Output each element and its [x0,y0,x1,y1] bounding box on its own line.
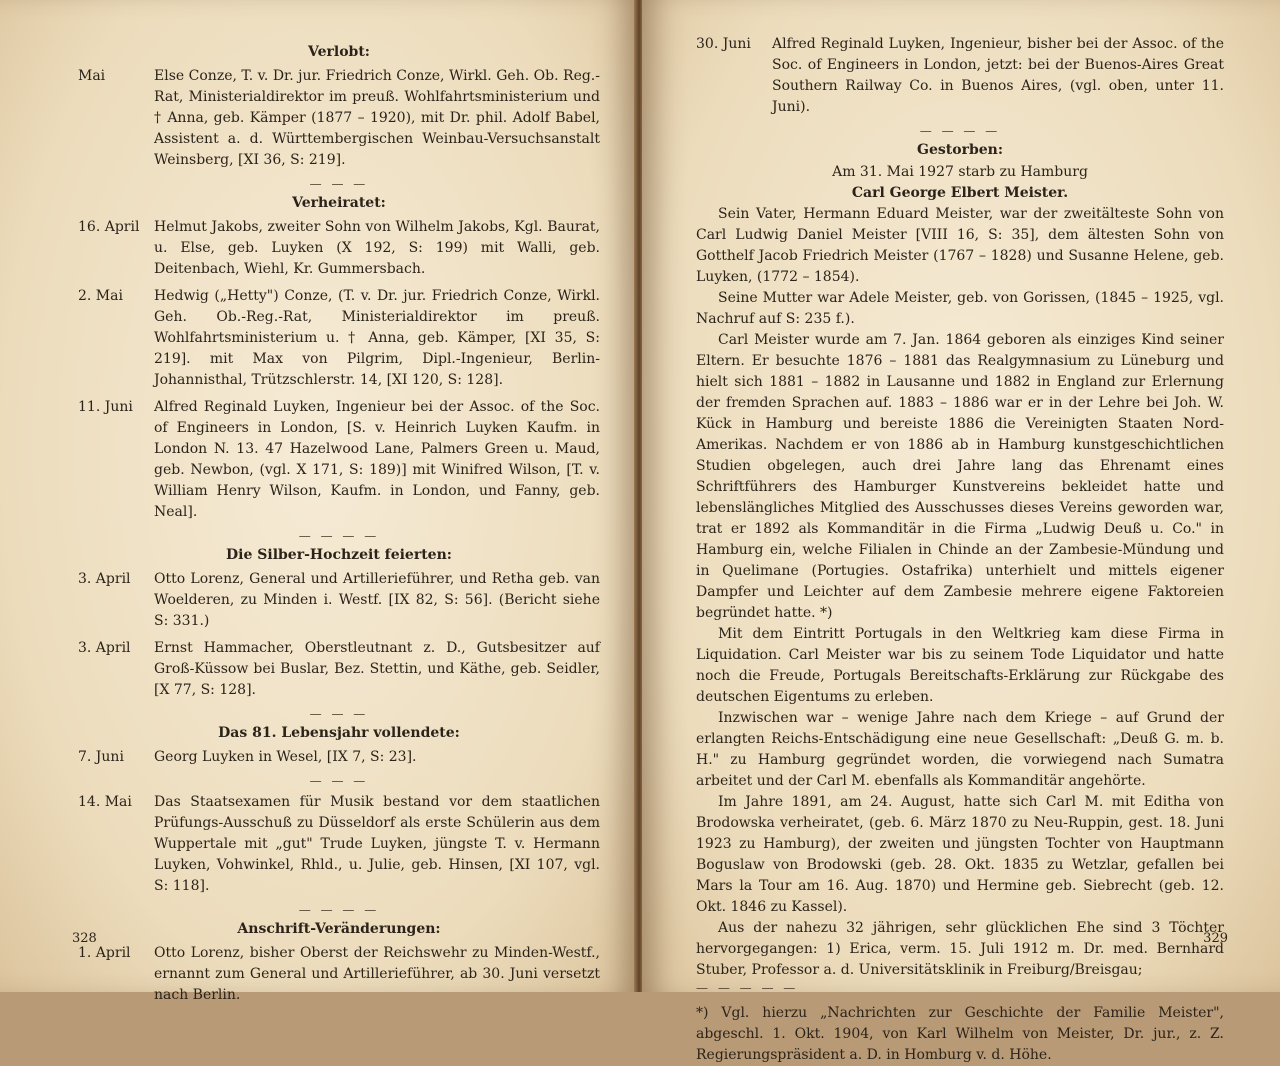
entry-married-1 [78,217,600,280]
footnote: *) Vgl. hierzu „Nachrichten zur Geschichte der Familie Meister", abgeschl. 1. Okt. 1904, von Karl Wilhelm von Meister, Dr. jur., z. Z. Regierungspräsident a. D. in Homburg v. d. Höhe. [696,1005,1224,1063]
entry-date: 3. April [78,640,131,656]
entry-engaged [78,66,600,171]
right-page [642,0,1280,1063]
entry-date: 2. Mai [78,288,123,304]
footnote-rule: — — — — — [696,981,799,995]
entry-date: 3. April [78,571,131,587]
obituary-paragraph: Mit dem Eintritt Portugals in den Weltkrieg kam diese Firma in Liquidation. Carl Meister war bis zu seinem Tode Liquidator und hatte noch die Freude, Portugals Bereitschafts-Erklärung zur Rückgabe des deutschen Eigentums zu erleben. [696,626,1224,705]
entry-text: Else Conze, T. v. Dr. jur. Friedrich Conze, Wirkl. Geh. Ob. Reg.-Rat, Ministerialdirektor im preuß. Wohlfahrtsministerium und † Anna, geb. Kämper (1877 – 1920), mit Dr. phil. Adolf Babel, Assistent a. d. Württembergischen Weinbau-Versuchsanstalt Weinsberg, [XI 36, S: 219]. [154,68,600,168]
entry-text: Hedwig („Hetty") Conze, (T. v. Dr. jur. Friedrich Conze, Wirkl. Geh. Ob.-Reg.-Rat, Ministerialdirektor im preuß. Wohlfahrtsministerium u. † Anna, geb. Kämper, [XI 35, S: 219]. mit Max von Pilgrim, Dipl.-Ingenieur, Berlin-Johannisthal, Trützschlerstr. 14, [XI 120, S: 128]. [154,288,600,388]
entry-text: Alfred Reginald Luyken, Ingenieur bei der Assoc. of the Soc. of Engineers in London, [S. v. Heinrich Luyken Kaufm. in London N. 13. 47 Hazelwood Lane, Palmers Green u. Maud, geb. Newbon, (vgl. X 171, S: 189)] mit Winifred Wilson, [T. v. William Henry Wilson, Kaufm. in London, und Fanny, geb. Neal]. [154,399,600,520]
heading-married: Verheiratet: [292,195,386,211]
entry-date: 7. Juni [78,749,124,765]
entry-birthday [78,747,600,768]
page-number: 328 [72,931,97,946]
death-notice-line: Am 31. Mai 1927 starb zu Hamburg [832,164,1088,180]
heading-died: Gestorben: [917,142,1003,158]
section-divider: — — — [309,707,369,721]
entry-silver-2 [78,638,600,701]
section-divider: — — — — [919,124,1001,138]
entry-text: Das Staatsexamen für Musik bestand vor dem staatlichen Prüfungs-Ausschuß zu Düsseldorf als erste Schülerin aus dem Wuppertale mit „gut" Trude Luyken, jüngste T. v. Hermann Luyken, Vohwinkel, Rhld., u. Julie, geb. Hinsen, [XI 107, vgl. S: 118]. [154,794,600,894]
obituary-paragraph: Inzwischen war – wenige Jahre nach dem Kriege – auf Grund der erlangten Reichs-Entschädigung eine neue Gesellschaft: „Deuß G. m. b. H." zu Hamburg gegründet worden, die vorwiegend nach Sumatra arbeitet und der Carl M. ebenfalls als Kommanditär angehörte. [696,710,1224,789]
entry-married-3 [78,397,600,523]
heading-birthday: Das 81. Lebensjahr vollendete: [218,725,460,741]
obituary-paragraph: Aus der nahezu 32 jährigen, sehr glücklichen Ehe sind 3 Töchter hervorgegangen: 1) Erica, verm. 15. Juli 1912 m. Dr. med. Bernhard Stuber, Professor a. d. Universitätsklinik in Freiburg/Breisgau; [696,920,1224,978]
entry-silver-1 [78,569,600,632]
heading-silver-wedding: Die Silber-Hochzeit feierten: [226,547,452,563]
entry-date: 14. Mai [78,794,132,810]
obituary-paragraph: Im Jahre 1891, am 24. August, hatte sich Carl M. mit Editha von Brodowska verheiratet, (geb. 6. März 1870 zu Neu-Ruppin, gest. 18. Juni 1923 zu Hamburg), der zweiten und jüngsten Tochter von Hauptmann Boguslaw von Brodowski (geb. 28. Okt. 1835 zu Wetzlar, gefallen bei Mars la Tour am 16. Aug. 1870) und Hermine geb. Siebrecht (geb. 12. Okt. 1846 zu Kassel). [696,794,1224,915]
entry-address [78,943,600,1006]
heading-engaged: Verlobt: [308,44,370,60]
obituary-paragraph: Carl Meister wurde am 7. Jan. 1864 geboren als einziges Kind seiner Eltern. Er besuchte 1876 – 1881 das Realgymnasium zu Lüneburg und hielt sich 1881 – 1882 in Lausanne und 1882 in England zur Erlernung der fremden Sprachen auf. 1883 – 1886 war er in der Lehre bei Joh. W. Kück in Hamburg und bereiste 1886 die Vereinigten Staaten Nord-Amerikas. Nachdem er von 1886 ab in Hamburg kunstgeschichtlichen Studien obgelegen, auch drei Jahre lang das Ehrenamt eines Schriftführers des Hamburger Kunstvereins bekleidet hatte und lebenslängliches Mitglied des Ausschusses dieses Vereins geworden war, trat er 1892 als Kommanditär in die Firma „Ludwig Deuß u. Co." in Hamburg ein, welche Filialen in Chinde an der Zambesie-Mündung und in Quelimane (Portugies. Ostafrika) unterhielt und mittels eigener Dampfer und Leichter auf dem Zambesie mehrere eigene Faktoreien begründet hatte. *) [696,332,1224,621]
obituary-paragraph: Sein Vater, Hermann Eduard Meister, war der zweitälteste Sohn von Carl Ludwig Daniel Meister [VIII 16, S: 35], dem ältesten Sohn von Gotthelf Jacob Friedrich Meister (1767 – 1828) und Susanne Helene, geb. Luyken, (1772 – 1854). [696,206,1224,285]
entry-text: Ernst Hammacher, Oberstleutnant z. D., Gutsbesitzer auf Groß-Küssow bei Buslar, Bez. Stettin, und Käthe, geb. Seidler, [X 77, S: 128]. [154,640,600,698]
entry-date: 11. Juni [78,399,133,415]
entry-married-2 [78,286,600,391]
section-divider: — — — [309,177,369,191]
deceased-name: Carl George Elbert Meister. [851,185,1069,201]
obituary-paragraph: Seine Mutter war Adele Meister, geb. von Gorissen, (1845 – 1925, vgl. Nachruf auf S: 235 f.). [696,290,1224,327]
entry-date: 30. Juni [696,36,751,52]
entry-exam [78,792,600,897]
section-divider: — — — — [298,529,380,543]
entry-date: Mai [78,68,106,84]
section-divider: — — — — [298,903,380,917]
entry-text: Alfred Reginald Luyken, Ingenieur, bisher bei der Assoc. of the Soc. of Engineers in London, jetzt: bei der Buenos-Aires Great Southern Railway Co. in Buenos Aires, (vgl. oben, unter 11. Juni). [772,36,1224,115]
entry-date: 16. April [78,219,140,235]
entry-text: Otto Lorenz, bisher Oberst der Reichswehr zu Minden-Westf., ernannt zum General und Artillerieführer, ab 30. Juni versetzt nach Berlin. [154,945,600,1003]
left-page [0,0,636,1003]
entry-text: Georg Luyken in Wesel, [IX 7, S: 23]. [154,749,417,765]
entry-text: Helmut Jakobs, zweiter Sohn von Wilhelm Jakobs, Kgl. Baurat, u. Else, geb. Luyken (X 192, S: 199) mit Walli, geb. Deitenbach, Wiehl, Kr. Gummersbach. [154,219,600,277]
entry-text: Otto Lorenz, General und Artillerieführer, und Retha geb. van Woelderen, zu Minden i. Westf. [IX 82, S: 56]. (Bericht siehe S: 331.) [154,571,600,629]
entry-date: 1. April [78,945,131,961]
entry-address-2 [696,34,1224,118]
section-divider: — — — [309,774,369,788]
page-number: 329 [1203,931,1228,946]
heading-address-changes: Anschrift-Veränderungen: [237,921,441,937]
